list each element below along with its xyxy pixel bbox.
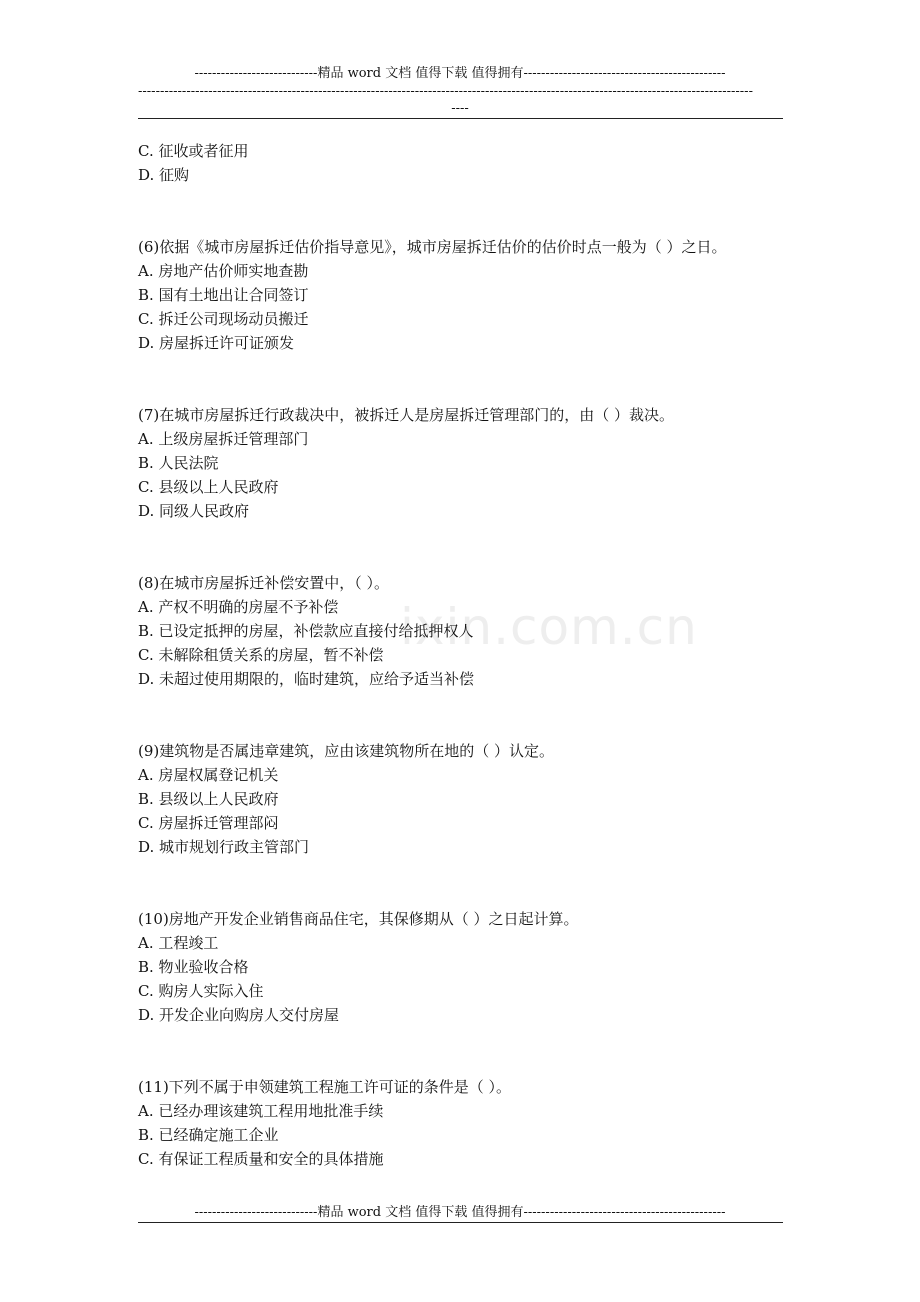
spacer	[138, 355, 788, 403]
option-d: D. 城市规划行政主管部门	[138, 838, 310, 856]
option-d: D. 未超过使用期限的，临时建筑，应给予适当补偿	[138, 670, 475, 688]
option-b: B. 人民法院	[138, 454, 219, 472]
spacer	[138, 859, 788, 907]
option-d: D. 征购	[138, 166, 190, 184]
option-a: A. 上级房屋拆迁管理部门	[138, 430, 309, 448]
option-a: A. 房地产估价师实地查勘	[138, 262, 309, 280]
option-a: A. 房屋权属登记机关	[138, 766, 279, 784]
option-c: C. 未解除租赁关系的房屋，暂不补偿	[138, 646, 384, 664]
option-a: A. 已经办理该建筑工程用地批准手续	[138, 1102, 384, 1120]
header-banner: ----------------------------精品 word 文档 值得下载 值得拥有----------------------------------------------	[194, 66, 726, 81]
option-d: D. 同级人民政府	[138, 502, 250, 520]
question-11: (11)下列不属于申领建筑工程施工许可证的条件是（ ）。	[138, 1078, 512, 1096]
option-b: B. 国有土地出让合同签订	[138, 286, 309, 304]
option-c: C. 征收或者征用	[138, 142, 249, 160]
option-d: D. 开发企业向购房人交付房屋	[138, 1006, 340, 1024]
footer-rule	[138, 1222, 783, 1223]
spacer	[138, 187, 788, 235]
option-c: C. 有保证工程质量和安全的具体措施	[138, 1150, 384, 1168]
option-b: B. 县级以上人民政府	[138, 790, 279, 808]
option-b: B. 物业验收合格	[138, 958, 249, 976]
option-c: C. 县级以上人民政府	[138, 478, 279, 496]
question-10: (10)房地产开发企业销售商品住宅，其保修期从（ ）之日起计算。	[138, 910, 579, 928]
header-dash-line: --------------------------------------------------------------------------------------------------------------------------------------------	[138, 84, 753, 99]
question-8: (8)在城市房屋拆迁补偿安置中，（ ）。	[138, 574, 390, 592]
option-a: A. 工程竣工	[138, 934, 219, 952]
spacer	[138, 1027, 788, 1075]
spacer	[138, 691, 788, 739]
question-7: (7)在城市房屋拆迁行政裁决中，被拆迁人是房屋拆迁管理部门的，由（ ）裁决。	[138, 406, 675, 424]
footer-banner: ----------------------------精品 word 文档 值得下载 值得拥有----------------------------------------------	[194, 1205, 726, 1220]
option-b: B. 已经确定施工企业	[138, 1126, 279, 1144]
spacer	[138, 523, 788, 571]
option-b: B. 已设定抵押的房屋，补偿款应直接付给抵押权人	[138, 622, 474, 640]
question-9: (9)建筑物是否属违章建筑，应由该建筑物所在地的（ ）认定。	[138, 742, 555, 760]
header-rule	[138, 118, 783, 119]
option-a: A. 产权不明确的房屋不予补偿	[138, 598, 339, 616]
option-d: D. 房屋拆迁许可证颁发	[138, 334, 295, 352]
option-c: C. 购房人实际入住	[138, 982, 264, 1000]
question-6: (6)依据《城市房屋拆迁估价指导意见》，城市房屋拆迁估价的估价时点一般为（ ）之日。	[138, 238, 727, 256]
watermark: ixin.com.cn	[400, 598, 698, 656]
option-c: C. 拆迁公司现场动员搬迁	[138, 310, 309, 328]
header-dash-tail: ----	[451, 101, 469, 116]
option-c: C. 房屋拆迁管理部闷	[138, 814, 279, 832]
document-body	[138, 139, 788, 1171]
